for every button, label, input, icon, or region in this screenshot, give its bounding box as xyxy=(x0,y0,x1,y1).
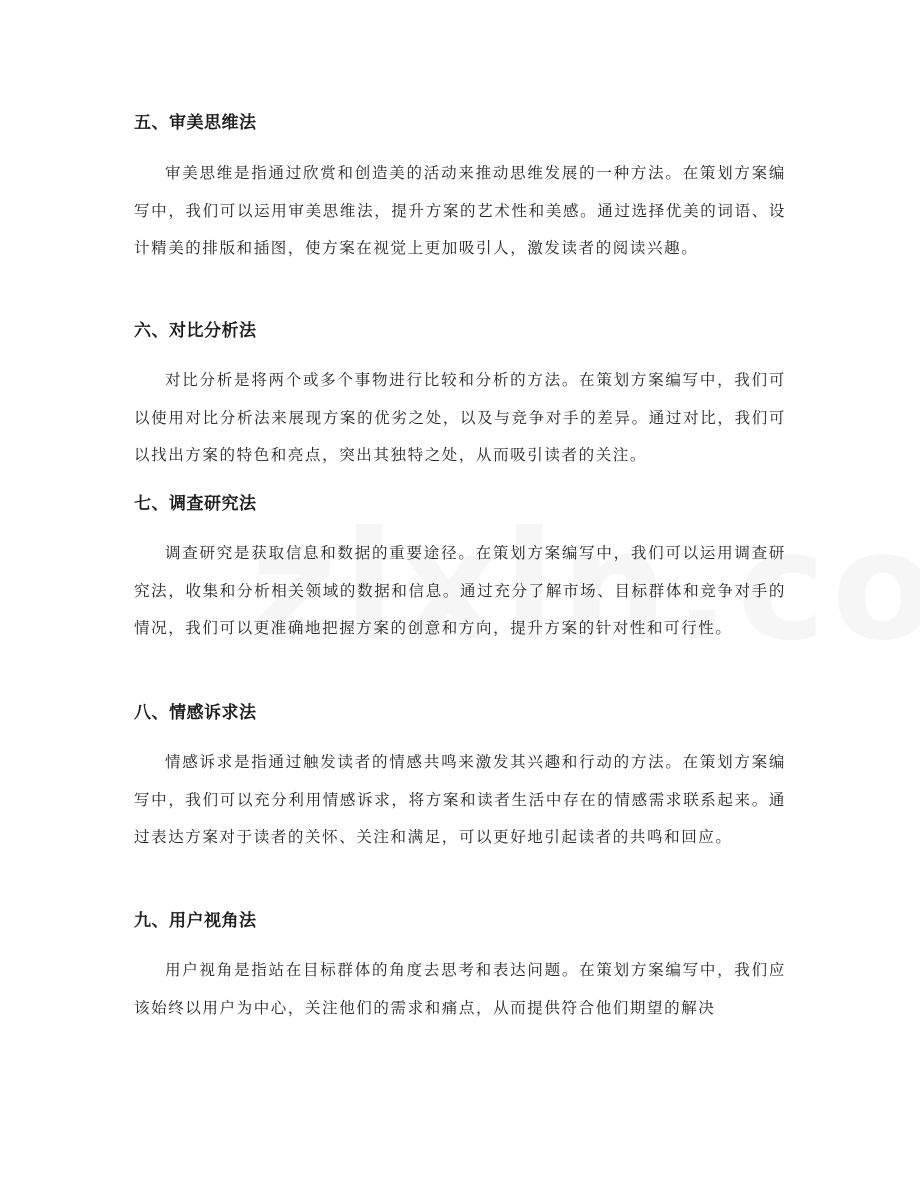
section-heading-5: 五、审美思维法 xyxy=(134,113,257,133)
section-paragraph-8: 情感诉求是指通过触发读者的情感共鸣来激发其兴趣和行动的方法。在策划方案编写中，我们可以充分利用情感诉求，将方案和读者生活中存在的情感需求联系起来。通过表达方案对于读者的关怀、关注和满足，可以更好地引起读者的共鸣和回应。 xyxy=(134,753,786,846)
section-paragraph-7: 调查研究是获取信息和数据的重要途径。在策划方案编写中，我们可以运用调查研究法，收集和分析相关领域的数据和信息。通过充分了解市场、目标群体和竞争对手的情况，我们可以更准确地把握方案的创意和方向，提升方案的针对性和可行性。 xyxy=(134,544,786,637)
section-paragraph-9: 用户视角是指站在目标群体的角度去思考和表达问题。在策划方案编写中，我们应该始终以用户为中心，关注他们的需求和痛点，从而提供符合他们期望的解决 xyxy=(134,961,786,1017)
section-heading-9: 九、用户视角法 xyxy=(134,911,257,931)
section-paragraph-5: 审美思维是指通过欣赏和创造美的活动来推动思维发展的一种方法。在策划方案编写中，我们可以运用审美思维法，提升方案的艺术性和美感。通过选择优美的词语、设计精美的排版和插图，使方案在视觉上更加吸引人，激发读者的阅读兴趣。 xyxy=(134,164,786,257)
section-heading-6: 六、对比分析法 xyxy=(134,321,257,341)
section-heading-7: 七、调查研究法 xyxy=(134,494,257,514)
section-heading-8: 八、情感诉求法 xyxy=(134,703,257,723)
section-paragraph-6: 对比分析是将两个或多个事物进行比较和分析的方法。在策划方案编写中，我们可以使用对比分析法来展现方案的优劣之处，以及与竞争对手的差异。通过对比，我们可以找出方案的特色和亮点，突出其独特之处，从而吸引读者的关注。 xyxy=(134,371,786,464)
